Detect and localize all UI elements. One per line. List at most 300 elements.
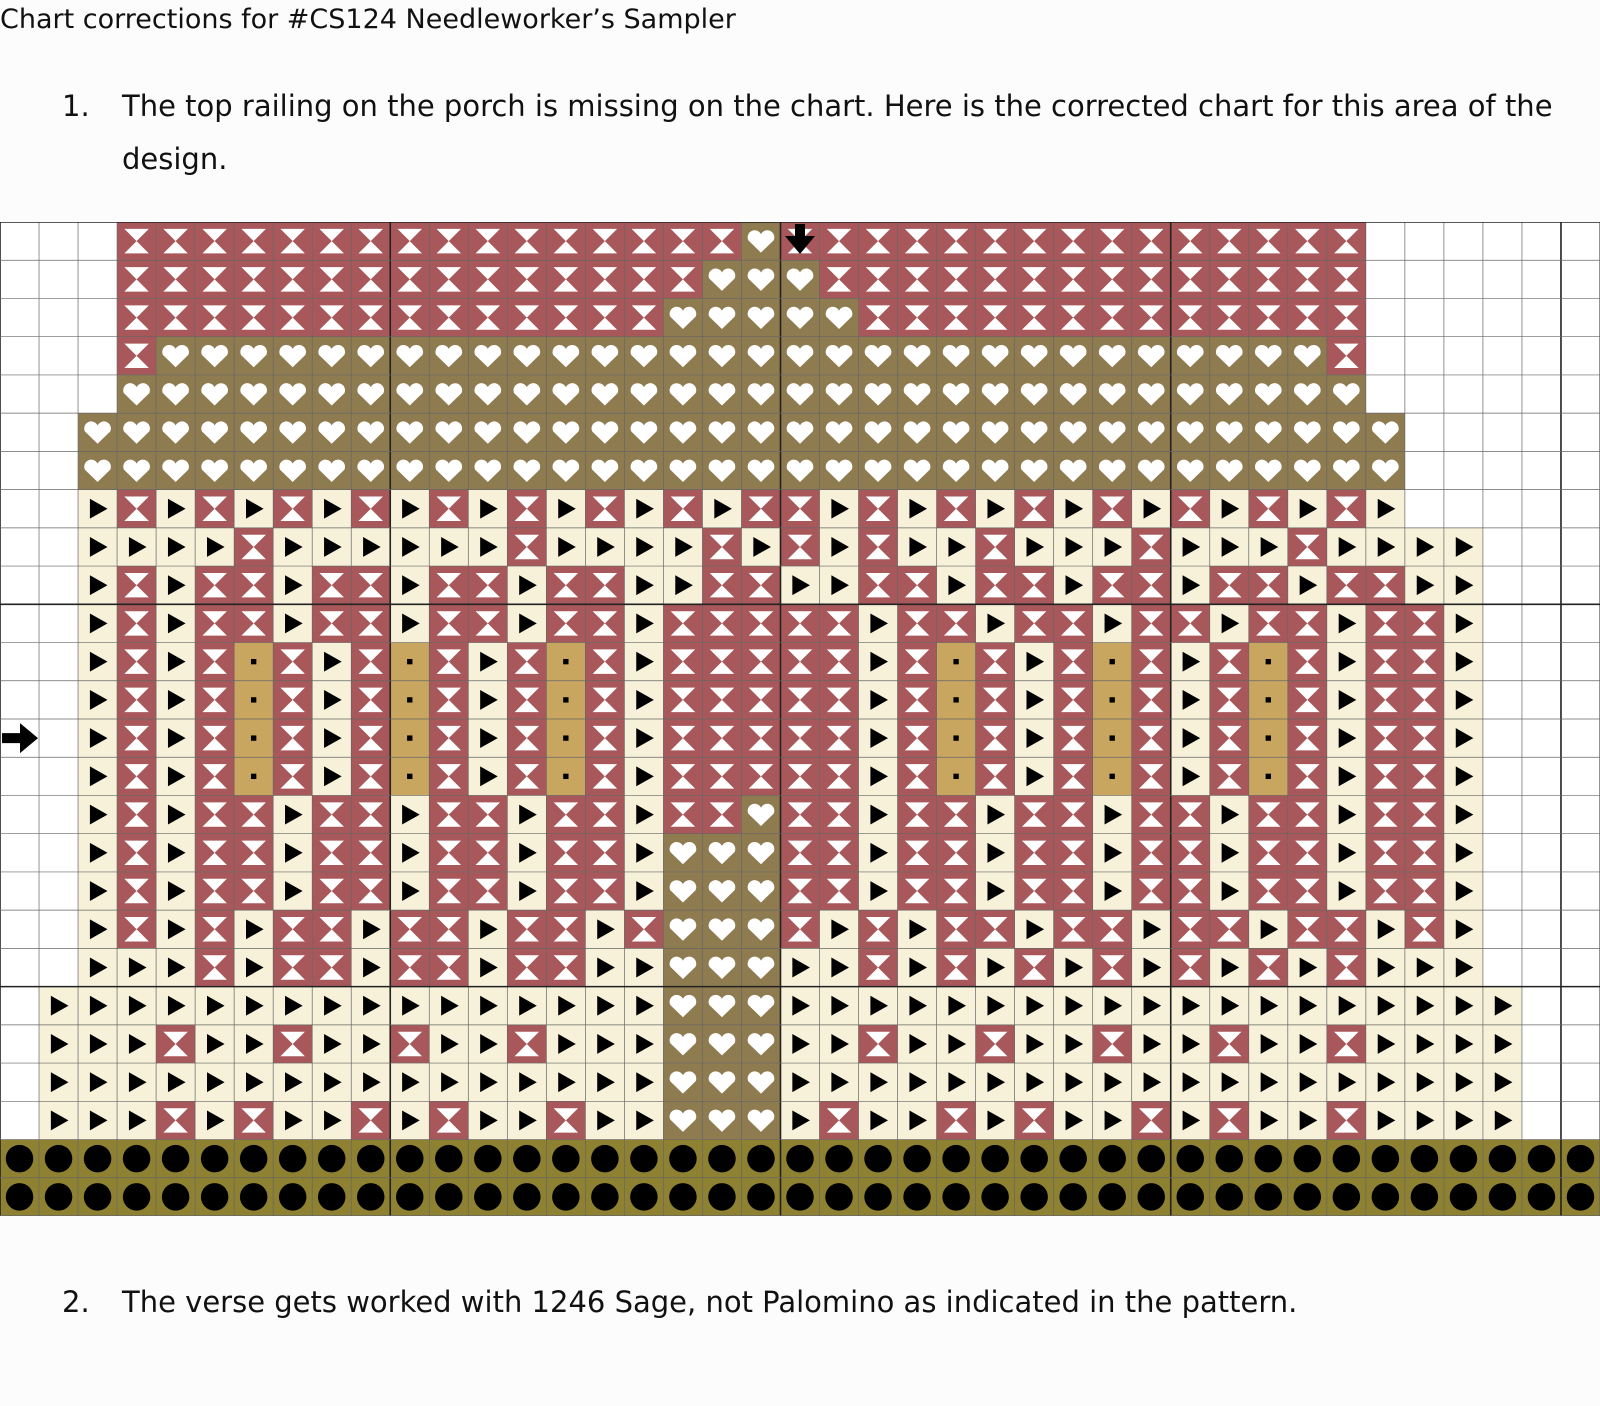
stitch-cell-hourglass xyxy=(546,566,585,604)
stitch-cell-triangle xyxy=(39,1101,78,1139)
stitch-cell-hourglass xyxy=(1405,604,1444,642)
stitch-cell-heart xyxy=(780,298,819,336)
stitch-cell-dot xyxy=(1249,719,1288,757)
stitch-cell-hourglass xyxy=(195,719,234,757)
stitch-cell-triangle xyxy=(390,987,429,1025)
stitch-cell-triangle xyxy=(1444,987,1483,1025)
stitch-cell-triangle xyxy=(820,528,859,566)
stitch-cell-hourglass xyxy=(429,604,468,642)
stitch-cell-circle xyxy=(1249,1140,1288,1178)
stitch-cell-circle xyxy=(1093,1140,1132,1178)
stitch-cell-hourglass xyxy=(1093,222,1132,260)
stitch-cell-triangle xyxy=(1210,795,1249,833)
stitch-cell-triangle xyxy=(624,604,663,642)
stitch-cell-triangle xyxy=(624,987,663,1025)
stitch-cell-triangle xyxy=(1444,1025,1483,1063)
stitch-cell-hourglass xyxy=(1132,604,1171,642)
stitch-cell-triangle xyxy=(1288,1063,1327,1101)
stitch-cell-triangle xyxy=(273,834,312,872)
stitch-cell-hourglass xyxy=(1054,298,1093,336)
stitch-cell-hourglass xyxy=(156,298,195,336)
stitch-cell-triangle xyxy=(234,910,273,948)
stitch-cell-hourglass xyxy=(507,490,546,528)
stitch-cell-hourglass xyxy=(117,490,156,528)
stitch-cell-hourglass xyxy=(390,222,429,260)
stitch-cell-triangle xyxy=(117,528,156,566)
stitch-cell-dot xyxy=(390,643,429,681)
stitch-cell-hourglass xyxy=(273,490,312,528)
stitch-cell-hourglass xyxy=(898,566,937,604)
stitch-cell-triangle xyxy=(117,987,156,1025)
stitch-cell-triangle xyxy=(273,987,312,1025)
stitch-cell-hourglass xyxy=(1405,757,1444,795)
stitch-cell-triangle xyxy=(780,987,819,1025)
stitch-cell-hourglass xyxy=(976,643,1015,681)
stitch-cell-triangle xyxy=(859,1101,898,1139)
stitch-cell-triangle xyxy=(390,490,429,528)
stitch-cell-triangle xyxy=(1015,528,1054,566)
stitch-cell-triangle xyxy=(1171,1025,1210,1063)
stitch-cell-triangle xyxy=(898,987,937,1025)
stitch-cell-heart xyxy=(663,910,702,948)
stitch-cell-hourglass xyxy=(507,681,546,719)
stitch-cell-hourglass xyxy=(585,795,624,833)
stitch-cell-triangle xyxy=(156,490,195,528)
stitch-cell-hourglass xyxy=(195,948,234,986)
stitch-cell-hourglass xyxy=(820,1101,859,1139)
stitch-cell-hourglass xyxy=(780,490,819,528)
stitch-cell-circle xyxy=(1210,1140,1249,1178)
stitch-cell-hourglass xyxy=(1132,566,1171,604)
stitch-cell-triangle xyxy=(1210,987,1249,1025)
stitch-cell-heart xyxy=(1366,413,1405,451)
stitch-cell-triangle xyxy=(78,910,117,948)
stitch-cell-hourglass xyxy=(702,719,741,757)
stitch-cell-hourglass xyxy=(741,681,780,719)
stitch-cell-dot xyxy=(234,757,273,795)
stitch-cell-hourglass xyxy=(663,795,702,833)
stitch-cell-hourglass xyxy=(976,566,1015,604)
stitch-cell-circle xyxy=(741,1178,780,1216)
stitch-cell-hourglass xyxy=(195,643,234,681)
stitch-cell-hourglass xyxy=(1366,566,1405,604)
stitch-cell-hourglass xyxy=(937,490,976,528)
stitch-cell-triangle xyxy=(585,1101,624,1139)
stitch-cell-triangle xyxy=(78,834,117,872)
stitch-cell-hourglass xyxy=(1171,298,1210,336)
stitch-cell-circle xyxy=(1405,1140,1444,1178)
stitch-cell-heart xyxy=(663,298,702,336)
stitch-cell-triangle xyxy=(1171,528,1210,566)
stitch-cell-heart xyxy=(195,375,234,413)
stitch-cell-hourglass xyxy=(429,566,468,604)
stitch-cell-triangle xyxy=(820,948,859,986)
stitch-cell-circle xyxy=(78,1140,117,1178)
stitch-cell-hourglass xyxy=(468,566,507,604)
stitch-cell-hourglass xyxy=(859,260,898,298)
stitch-cell-triangle xyxy=(663,566,702,604)
stitch-cell-hourglass xyxy=(507,260,546,298)
stitch-cell-triangle xyxy=(1444,681,1483,719)
stitch-cell-triangle xyxy=(1288,490,1327,528)
stitch-cell-triangle xyxy=(39,1025,78,1063)
stitch-cell-hourglass xyxy=(1132,834,1171,872)
stitch-cell-circle xyxy=(1093,1178,1132,1216)
stitch-cell-triangle xyxy=(78,604,117,642)
stitch-cell-hourglass xyxy=(859,222,898,260)
stitch-cell-triangle xyxy=(820,987,859,1025)
stitch-cell-hourglass xyxy=(312,604,351,642)
stitch-cell-hourglass xyxy=(1171,910,1210,948)
stitch-cell-hourglass xyxy=(117,795,156,833)
stitch-cell-triangle xyxy=(898,1025,937,1063)
stitch-cell-heart xyxy=(156,451,195,489)
stitch-cell-heart xyxy=(312,451,351,489)
stitch-cell-circle xyxy=(1132,1140,1171,1178)
stitch-cell-hourglass xyxy=(585,566,624,604)
stitch-cell-hourglass xyxy=(1327,222,1366,260)
stitch-cell-heart xyxy=(1132,451,1171,489)
stitch-cell-hourglass xyxy=(351,1101,390,1139)
stitch-cell-heart xyxy=(741,375,780,413)
stitch-cell-triangle xyxy=(859,872,898,910)
stitch-cell-heart xyxy=(1171,337,1210,375)
stitch-cell-hourglass xyxy=(195,681,234,719)
stitch-cell-heart xyxy=(117,451,156,489)
stitch-cell-triangle xyxy=(624,490,663,528)
stitch-cell-hourglass xyxy=(429,910,468,948)
stitch-cell-circle xyxy=(1444,1178,1483,1216)
stitch-cell-hourglass xyxy=(507,1025,546,1063)
stitch-cell-heart xyxy=(780,451,819,489)
stitch-cell-hourglass xyxy=(195,490,234,528)
stitch-cell-triangle xyxy=(898,948,937,986)
stitch-cell-hourglass xyxy=(390,910,429,948)
stitch-cell-hourglass xyxy=(1210,1101,1249,1139)
stitch-cell-triangle xyxy=(156,757,195,795)
stitch-cell-hourglass xyxy=(273,260,312,298)
stitch-cell-triangle xyxy=(78,681,117,719)
stitch-cell-hourglass xyxy=(1249,948,1288,986)
stitch-cell-hourglass xyxy=(507,719,546,757)
stitch-cell-hourglass xyxy=(976,222,1015,260)
stitch-cell-triangle xyxy=(1249,1063,1288,1101)
stitch-cell-hourglass xyxy=(234,1101,273,1139)
stitch-cell-hourglass xyxy=(117,566,156,604)
stitch-cell-heart xyxy=(1327,375,1366,413)
stitch-cell-hourglass xyxy=(898,298,937,336)
stitch-cell-triangle xyxy=(312,681,351,719)
stitch-cell-triangle xyxy=(1288,1101,1327,1139)
stitch-cell-hourglass xyxy=(1054,719,1093,757)
stitch-cell-hourglass xyxy=(546,872,585,910)
stitch-cell-hourglass xyxy=(898,795,937,833)
stitch-cell-triangle xyxy=(780,1063,819,1101)
stitch-cell-hourglass xyxy=(1366,872,1405,910)
stitch-cell-hourglass xyxy=(1093,260,1132,298)
stitch-cell-hourglass xyxy=(1132,872,1171,910)
stitch-cell-hourglass xyxy=(898,260,937,298)
stitch-cell-triangle xyxy=(390,1101,429,1139)
stitch-cell-hourglass xyxy=(937,872,976,910)
stitch-cell-triangle xyxy=(1093,1063,1132,1101)
stitch-cell-heart xyxy=(585,375,624,413)
stitch-cell-heart xyxy=(702,298,741,336)
stitch-cell-heart xyxy=(117,413,156,451)
stitch-cell-triangle xyxy=(1366,1063,1405,1101)
stitch-cell-triangle xyxy=(859,1063,898,1101)
stitch-cell-heart xyxy=(1210,451,1249,489)
stitch-cell-hourglass xyxy=(1366,757,1405,795)
stitch-cell-triangle xyxy=(1210,1063,1249,1101)
stitch-cell-hourglass xyxy=(468,604,507,642)
stitch-cell-hourglass xyxy=(1093,910,1132,948)
stitch-cell-hourglass xyxy=(1093,298,1132,336)
stitch-cell-hourglass xyxy=(1132,795,1171,833)
stitch-cell-circle xyxy=(937,1178,976,1216)
stitch-cell-hourglass xyxy=(1288,298,1327,336)
stitch-cell-hourglass xyxy=(1366,795,1405,833)
stitch-cell-circle xyxy=(820,1140,859,1178)
stitch-cell-triangle xyxy=(1444,910,1483,948)
stitch-cell-circle xyxy=(507,1178,546,1216)
stitch-cell-triangle xyxy=(156,987,195,1025)
stitch-cell-hourglass xyxy=(624,910,663,948)
stitch-cell-triangle xyxy=(1210,948,1249,986)
stitch-cell-circle xyxy=(429,1140,468,1178)
stitch-cell-hourglass xyxy=(1093,566,1132,604)
stitch-cell-triangle xyxy=(1015,1063,1054,1101)
stitch-cell-hourglass xyxy=(1054,604,1093,642)
stitch-cell-triangle xyxy=(468,1101,507,1139)
stitch-cell-triangle xyxy=(585,1025,624,1063)
stitch-cell-triangle xyxy=(1132,910,1171,948)
stitch-cell-hourglass xyxy=(1171,948,1210,986)
stitch-cell-triangle xyxy=(624,1101,663,1139)
stitch-cell-triangle xyxy=(351,910,390,948)
stitch-cell-triangle xyxy=(898,1101,937,1139)
stitch-cell-hourglass xyxy=(898,757,937,795)
stitch-cell-triangle xyxy=(1366,1101,1405,1139)
stitch-cell-triangle xyxy=(976,1063,1015,1101)
stitch-cell-triangle xyxy=(1327,719,1366,757)
stitch-cell-heart xyxy=(820,413,859,451)
stitch-cell-triangle xyxy=(937,566,976,604)
stitch-cell-hourglass xyxy=(1054,757,1093,795)
stitch-cell-heart xyxy=(663,834,702,872)
stitch-cell-heart xyxy=(820,337,859,375)
stitch-cell-hourglass xyxy=(546,834,585,872)
stitch-cell-triangle xyxy=(546,1063,585,1101)
stitch-cell-hourglass xyxy=(234,872,273,910)
stitch-cell-heart xyxy=(937,413,976,451)
stitch-cell-hourglass xyxy=(429,872,468,910)
stitch-cell-hourglass xyxy=(195,222,234,260)
stitch-cell-triangle xyxy=(1054,1063,1093,1101)
stitch-cell-hourglass xyxy=(546,1101,585,1139)
stitch-cell-heart xyxy=(351,451,390,489)
stitch-cell-hourglass xyxy=(468,834,507,872)
stitch-cell-triangle xyxy=(429,528,468,566)
stitch-cell-hourglass xyxy=(117,643,156,681)
stitch-cell-heart xyxy=(1288,375,1327,413)
stitch-cell-triangle xyxy=(1171,987,1210,1025)
stitch-cell-triangle xyxy=(820,1063,859,1101)
stitch-cell-circle xyxy=(351,1140,390,1178)
stitch-cell-heart xyxy=(820,375,859,413)
stitch-cell-triangle xyxy=(1015,681,1054,719)
stitch-cell-triangle xyxy=(78,872,117,910)
stitch-cell-hourglass xyxy=(820,719,859,757)
stitch-cell-hourglass xyxy=(546,298,585,336)
stitch-cell-circle xyxy=(195,1140,234,1178)
stitch-cell-triangle xyxy=(937,1025,976,1063)
stitch-cell-triangle xyxy=(820,490,859,528)
stitch-cell-triangle xyxy=(312,719,351,757)
stitch-cell-hourglass xyxy=(1093,948,1132,986)
stitch-cell-triangle xyxy=(390,604,429,642)
stitch-cell-heart xyxy=(702,834,741,872)
stitch-cell-circle xyxy=(898,1140,937,1178)
stitch-cell-circle xyxy=(898,1178,937,1216)
stitch-cell-triangle xyxy=(976,490,1015,528)
stitch-cell-circle xyxy=(1132,1178,1171,1216)
stitch-cell-hourglass xyxy=(976,681,1015,719)
stitch-cell-circle xyxy=(976,1178,1015,1216)
stitch-cell-triangle xyxy=(1288,948,1327,986)
stitch-cell-hourglass xyxy=(195,298,234,336)
stitch-cell-hourglass xyxy=(1210,566,1249,604)
stitch-cell-hourglass xyxy=(156,1025,195,1063)
stitch-cell-triangle xyxy=(546,528,585,566)
stitch-cell-triangle xyxy=(1210,604,1249,642)
stitch-cell-hourglass xyxy=(468,222,507,260)
stitch-cell-triangle xyxy=(1405,566,1444,604)
stitch-cell-circle xyxy=(390,1140,429,1178)
stitch-cell-triangle xyxy=(898,910,937,948)
stitch-cell-heart xyxy=(390,413,429,451)
stitch-cell-heart xyxy=(195,413,234,451)
stitch-cell-hourglass xyxy=(624,222,663,260)
stitch-cell-hourglass xyxy=(1171,795,1210,833)
stitch-cell-heart xyxy=(741,948,780,986)
stitch-cell-hourglass xyxy=(780,910,819,948)
stitch-cell-triangle xyxy=(585,948,624,986)
stitch-cell-hourglass xyxy=(976,910,1015,948)
stitch-cell-triangle xyxy=(156,566,195,604)
stitch-cell-hourglass xyxy=(1249,298,1288,336)
stitch-cell-heart xyxy=(234,451,273,489)
stitch-cell-circle xyxy=(1483,1140,1522,1178)
stitch-cell-hourglass xyxy=(390,948,429,986)
stitch-cell-heart xyxy=(624,451,663,489)
stitch-cell-hourglass xyxy=(1288,834,1327,872)
stitch-cell-hourglass xyxy=(663,490,702,528)
stitch-cell-triangle xyxy=(1093,1101,1132,1139)
stitch-cell-hourglass xyxy=(1405,681,1444,719)
stitch-cell-hourglass xyxy=(117,298,156,336)
stitch-cell-dot xyxy=(937,643,976,681)
stitch-cell-triangle xyxy=(312,643,351,681)
stitch-cell-circle xyxy=(1366,1140,1405,1178)
stitch-cell-circle xyxy=(1366,1178,1405,1216)
stitch-cell-triangle xyxy=(39,987,78,1025)
cross-stitch-chart xyxy=(0,222,1600,1216)
stitch-cell-heart xyxy=(624,337,663,375)
stitch-cell-triangle xyxy=(585,1063,624,1101)
stitch-cell-heart xyxy=(507,413,546,451)
stitch-cell-triangle xyxy=(859,604,898,642)
stitch-cell-triangle xyxy=(1171,566,1210,604)
stitch-cell-hourglass xyxy=(1015,222,1054,260)
stitch-cell-hourglass xyxy=(195,757,234,795)
stitch-cell-triangle xyxy=(1483,1063,1522,1101)
stitch-cell-heart xyxy=(820,451,859,489)
stitch-cell-hourglass xyxy=(585,604,624,642)
stitch-cell-heart xyxy=(976,451,1015,489)
stitch-cell-heart xyxy=(429,413,468,451)
stitch-cell-circle xyxy=(1054,1140,1093,1178)
stitch-cell-heart xyxy=(429,375,468,413)
stitch-cell-triangle xyxy=(390,1063,429,1101)
stitch-cell-triangle xyxy=(1327,834,1366,872)
stitch-cell-triangle xyxy=(312,1025,351,1063)
stitch-cell-heart xyxy=(898,337,937,375)
stitch-cell-heart xyxy=(663,337,702,375)
stitch-cell-dot xyxy=(1249,757,1288,795)
stitch-cell-triangle xyxy=(976,872,1015,910)
stitch-cell-triangle xyxy=(976,795,1015,833)
stitch-cell-hourglass xyxy=(898,681,937,719)
stitch-cell-hourglass xyxy=(1249,222,1288,260)
stitch-cell-heart xyxy=(741,1101,780,1139)
stitch-cell-hourglass xyxy=(976,528,1015,566)
stitch-cell-triangle xyxy=(156,643,195,681)
stitch-cell-hourglass xyxy=(1249,795,1288,833)
stitch-cell-hourglass xyxy=(1288,604,1327,642)
stitch-cell-triangle xyxy=(1444,528,1483,566)
stitch-cell-hourglass xyxy=(1132,719,1171,757)
stitch-cell-hourglass xyxy=(702,681,741,719)
stitch-cell-heart xyxy=(1132,337,1171,375)
stitch-cell-hourglass xyxy=(429,260,468,298)
stitch-cell-circle xyxy=(468,1178,507,1216)
stitch-cell-triangle xyxy=(1054,490,1093,528)
stitch-cell-hourglass xyxy=(898,222,937,260)
stitch-cell-triangle xyxy=(234,948,273,986)
stitch-cell-triangle xyxy=(195,1101,234,1139)
stitch-cell-hourglass xyxy=(1327,337,1366,375)
stitch-cell-circle xyxy=(1405,1178,1444,1216)
stitch-cell-triangle xyxy=(195,987,234,1025)
stitch-cell-hourglass xyxy=(195,566,234,604)
stitch-cell-heart xyxy=(273,413,312,451)
stitch-cell-circle xyxy=(1015,1140,1054,1178)
stitch-cell-triangle xyxy=(898,528,937,566)
stitch-cell-triangle xyxy=(1015,1025,1054,1063)
stitch-cell-heart xyxy=(351,375,390,413)
stitch-cell-circle xyxy=(1327,1178,1366,1216)
stitch-cell-hourglass xyxy=(117,260,156,298)
stitch-cell-hourglass xyxy=(741,719,780,757)
stitch-cell-triangle xyxy=(624,528,663,566)
stitch-cell-hourglass xyxy=(273,681,312,719)
stitch-cell-triangle xyxy=(156,948,195,986)
stitch-cell-hourglass xyxy=(1366,604,1405,642)
stitch-cell-dot xyxy=(1093,757,1132,795)
stitch-cell-hourglass xyxy=(1210,643,1249,681)
stitch-cell-hourglass xyxy=(351,872,390,910)
